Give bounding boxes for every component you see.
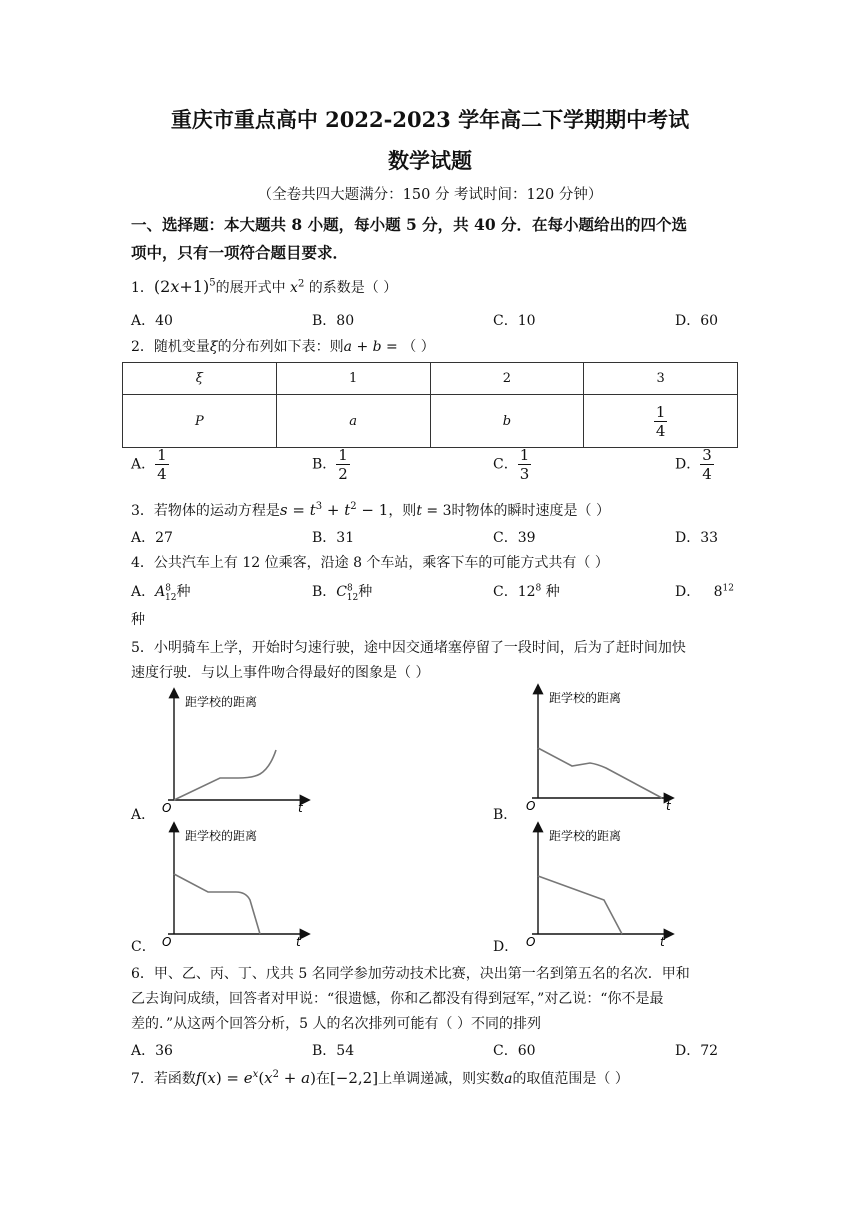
q2-option-d[interactable]: D． $\frac{3}{4}$ [675,446,712,483]
table-cell: 3 [584,363,738,395]
q7-function: $f(x) = e^x(x^2 + a)$ [195,1069,316,1087]
q5-option-c[interactable]: C． [131,939,156,955]
q2-option-a[interactable]: A． $\frac{1}{4}$ [131,446,167,483]
exam-info: （全卷共四大题满分：150 分 考试时间：120 分钟） [257,187,603,203]
table-cell [584,395,738,448]
q1-option-b[interactable]: B．80 [312,313,355,329]
table-cell: b [502,413,512,429]
q3-text-c: 时物体的瞬时速度是（ ） [451,503,610,519]
q5-graph-a[interactable] [148,684,318,822]
question-5-line2: 速度行驶．与以上事件吻合得最好的图象是（ ） [131,665,430,681]
section-heading-line2: 项中，只有一项符合题目要求． [131,243,349,262]
q1-number: 1． [131,280,154,296]
q2-option-b[interactable]: B． $\frac{1}{2}$ [312,446,348,483]
question-2: 2．随机变量ξ的分布列如下表：则a + b = （ ） [131,339,435,355]
table-cell: a [349,413,357,429]
q4-option-d-wrap: 种 [131,612,145,628]
question-1: 1．$(2x+1)^5$的展开式中 $x^2$ 的系数是（ ） [131,277,398,296]
distribution-table [122,362,738,448]
question-4: 4．公共汽车上有 12 位乘客，沿途 8 个车站，乘客下车的可能方式共有（ ） [131,555,609,571]
q6-option-a[interactable]: A．36 [131,1043,173,1059]
q1-option-c[interactable]: C．10 [493,313,536,329]
q7-text-b: 在 [315,1071,330,1087]
q5-graph-d[interactable] [512,818,682,954]
q3-option-a[interactable]: A．27 [131,530,173,546]
table-cell: 1 [276,363,430,395]
exam-title: 重庆市重点高中 2022-2023 学年高二下学期期中考试 [170,107,690,132]
q5-graph-b[interactable] [512,680,682,820]
q7-text-d: 的取值范围是（ ） [512,1071,629,1087]
q5-graph-c[interactable] [148,818,318,954]
graph-curve [174,750,276,800]
question-6-line2: 乙去询问成绩，回答者对甲说：“很遗憾，你和乙都没有得到冠军，”对乙说：“你不是最 [131,991,664,1007]
graph-curve [538,748,662,798]
q1-option-a[interactable]: A．40 [131,313,173,329]
q5-option-d[interactable]: D． [493,939,519,955]
q6-option-d[interactable]: D．72 [675,1043,719,1059]
q5-option-a[interactable]: A． [131,807,156,823]
q4-option-b[interactable]: B．$C^8_{12}$种 [312,583,373,603]
q2-text-a: 2．随机变量 [131,339,210,355]
q3-equation: $s = t^3 + t^2 - 1$ [279,501,389,519]
q6-option-c[interactable]: C．60 [493,1043,536,1059]
question-5-line1: 5．小明骑车上学，开始时匀速行驶，途中因交通堵塞停留了一段时间，后为了赶时间加快 [131,640,686,656]
graph-curve [538,876,622,934]
q7-text-c: 上单调递减，则实数 [378,1071,505,1087]
q5-option-b[interactable]: B． [493,807,518,823]
graph-curve [174,874,260,934]
t-label: t [660,935,665,949]
q6-option-b[interactable]: B．54 [312,1043,355,1059]
q7-interval: [−2,2] [329,1069,379,1087]
q7-text-a: 7．若函数 [131,1071,196,1087]
graph-label: 距学校的距离 [549,829,622,843]
q2-sum: a [343,339,352,355]
q3-option-d[interactable]: D．33 [675,530,719,546]
q3-option-c[interactable]: C．39 [493,530,536,546]
question-6-line3: 差的．”从这两个回答分析，5 人的名次排列可能有（ ）不同的排列 [131,1016,541,1032]
table-row [123,395,738,448]
q1-var: x [290,280,298,296]
origin-label: O [526,799,536,813]
q3-text-b: ，则 [388,503,417,519]
origin-label: O [162,801,172,815]
section-heading-line1: 一、选择题：本大题共 8 小题，每小题 5 分，共 40 分．在每小题给出的四个选 [131,215,688,234]
q3-option-b[interactable]: B．31 [312,530,355,546]
origin-label: O [162,935,172,949]
table-cell: 2 [430,363,584,395]
question-3: 3．若物体的运动方程是$s = t^3 + t^2 - 1$，则t = 3时物体的瞬时速度是（ ） [131,501,610,519]
graph-label: 距学校的距离 [185,829,258,843]
q1-text-b: 的系数是（ ） [308,280,398,296]
q2-xi: ξ [209,339,218,355]
exam-subtitle: 数学试题 [388,148,472,173]
t-label: t [296,935,301,949]
table-cell: ξ [195,371,203,386]
fraction: $\frac{1}{4}$ [655,402,666,440]
q4-option-d[interactable]: D． $8^{12}$ [675,583,734,600]
table-cell: P [195,413,204,429]
question-7: 7．若函数$f(x) = e^x(x^2 + a)$在[−2,2]上单调递减，则实数a的取值范围是（ ） [131,1069,629,1087]
q4-option-c[interactable]: C．$12^8$ 种 [493,583,560,600]
q1-expression: $(2x+1)^5$ [153,277,216,296]
q2-option-c[interactable]: C． $\frac{1}{3}$ [493,446,530,483]
origin-label: O [526,935,536,949]
graph-label: 距学校的距离 [185,695,258,709]
q4-option-a[interactable]: A．$A^8_{12}$种 [131,583,191,603]
graph-label: 距学校的距离 [549,691,622,705]
t-label: t [666,799,671,813]
question-6-line1: 6．甲、乙、丙、丁、戊共 5 名同学参加劳动技术比赛，决出第一名到第五名的名次．甲和 [131,966,690,982]
q1-text-a: 的展开式中 [215,280,286,296]
q1-option-d[interactable]: D．60 [675,313,719,329]
table-row [123,363,738,395]
q3-text-a: 3．若物体的运动方程是 [131,503,280,519]
t-label: t [298,801,303,815]
q2-text-c: （ ） [402,339,435,355]
q2-text-b: 的分布列如下表：则 [217,339,344,355]
